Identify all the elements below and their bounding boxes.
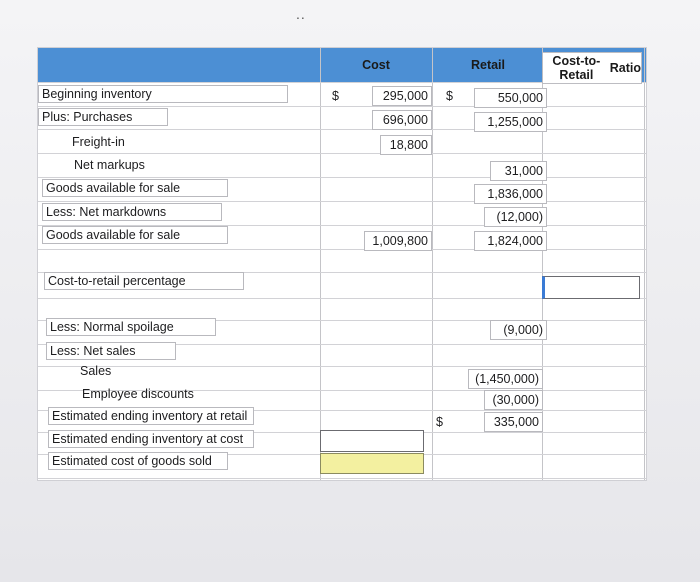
label-normal-spoilage: Less: Normal spoilage <box>46 318 216 336</box>
row-divider <box>38 201 646 202</box>
label-purchases: Plus: Purchases <box>38 108 168 126</box>
retail-net-markdowns[interactable]: (12,000) <box>484 207 547 227</box>
dollar-sign: $ <box>446 89 453 103</box>
cost-goods-available-net[interactable]: 1,009,800 <box>364 231 432 251</box>
retail-ending-inventory[interactable]: 335,000 <box>484 412 543 432</box>
row-divider <box>38 478 646 479</box>
retail-beginning-inventory[interactable]: 550,000 <box>474 88 547 108</box>
dollar-sign: $ <box>436 415 443 429</box>
header-ratio-line2: Ratio <box>609 61 641 75</box>
row-divider <box>38 177 646 178</box>
retail-normal-spoilage[interactable]: (9,000) <box>490 320 547 340</box>
retail-employee-discounts[interactable]: (30,000) <box>484 390 543 410</box>
dollar-sign: $ <box>332 89 339 103</box>
row-divider <box>38 106 646 107</box>
column-divider <box>320 48 321 480</box>
row-divider <box>38 129 646 130</box>
label-goods-available: Goods available for sale <box>42 179 228 197</box>
label-employee-discounts: Employee discounts <box>82 387 194 401</box>
cost-freight-in[interactable]: 18,800 <box>380 135 432 155</box>
label-cost-of-goods-sold: Estimated cost of goods sold <box>48 452 228 470</box>
label-ending-inventory-cost: Estimated ending inventory at cost <box>48 430 254 448</box>
label-beginning-inventory: Beginning inventory <box>38 85 288 103</box>
column-divider <box>644 48 645 480</box>
row-divider <box>38 153 646 154</box>
retail-method-worksheet <box>38 48 646 480</box>
label-goods-available-net: Goods available for sale <box>42 226 228 244</box>
header-cost-to-retail-ratio <box>542 52 642 84</box>
label-net-markups: Net markups <box>74 158 145 172</box>
cost-to-retail-ratio-input[interactable] <box>542 276 640 299</box>
label-sales: Sales <box>80 364 112 378</box>
cost-purchases[interactable]: 696,000 <box>372 110 432 130</box>
cost-beginning-inventory[interactable]: 295,000 <box>372 86 432 106</box>
retail-goods-available-net[interactable]: 1,824,000 <box>474 231 547 251</box>
header-cost: Cost <box>362 58 390 72</box>
retail-purchases[interactable]: 1,255,000 <box>474 112 547 132</box>
label-net-sales: Less: Net sales <box>46 342 176 360</box>
retail-sales[interactable]: (1,450,000) <box>468 369 543 389</box>
row-divider <box>38 366 646 367</box>
label-cost-to-retail-percentage: Cost-to-retail percentage <box>44 272 244 290</box>
header-ratio-line1: Cost-to-Retail <box>552 54 601 82</box>
label-net-markdowns: Less: Net markdowns <box>42 203 222 221</box>
header-retail: Retail <box>470 58 506 72</box>
retail-net-markups[interactable]: 31,000 <box>490 161 547 181</box>
retail-goods-available[interactable]: 1,836,000 <box>474 184 547 204</box>
label-freight-in: Freight-in <box>72 135 125 149</box>
top-marks: .. <box>296 6 306 22</box>
column-divider <box>432 48 433 480</box>
cost-of-goods-sold-input[interactable] <box>320 453 424 474</box>
row-divider <box>38 249 646 250</box>
label-ending-inventory-retail: Estimated ending inventory at retail <box>48 407 254 425</box>
ending-inventory-cost-input[interactable] <box>320 430 424 452</box>
